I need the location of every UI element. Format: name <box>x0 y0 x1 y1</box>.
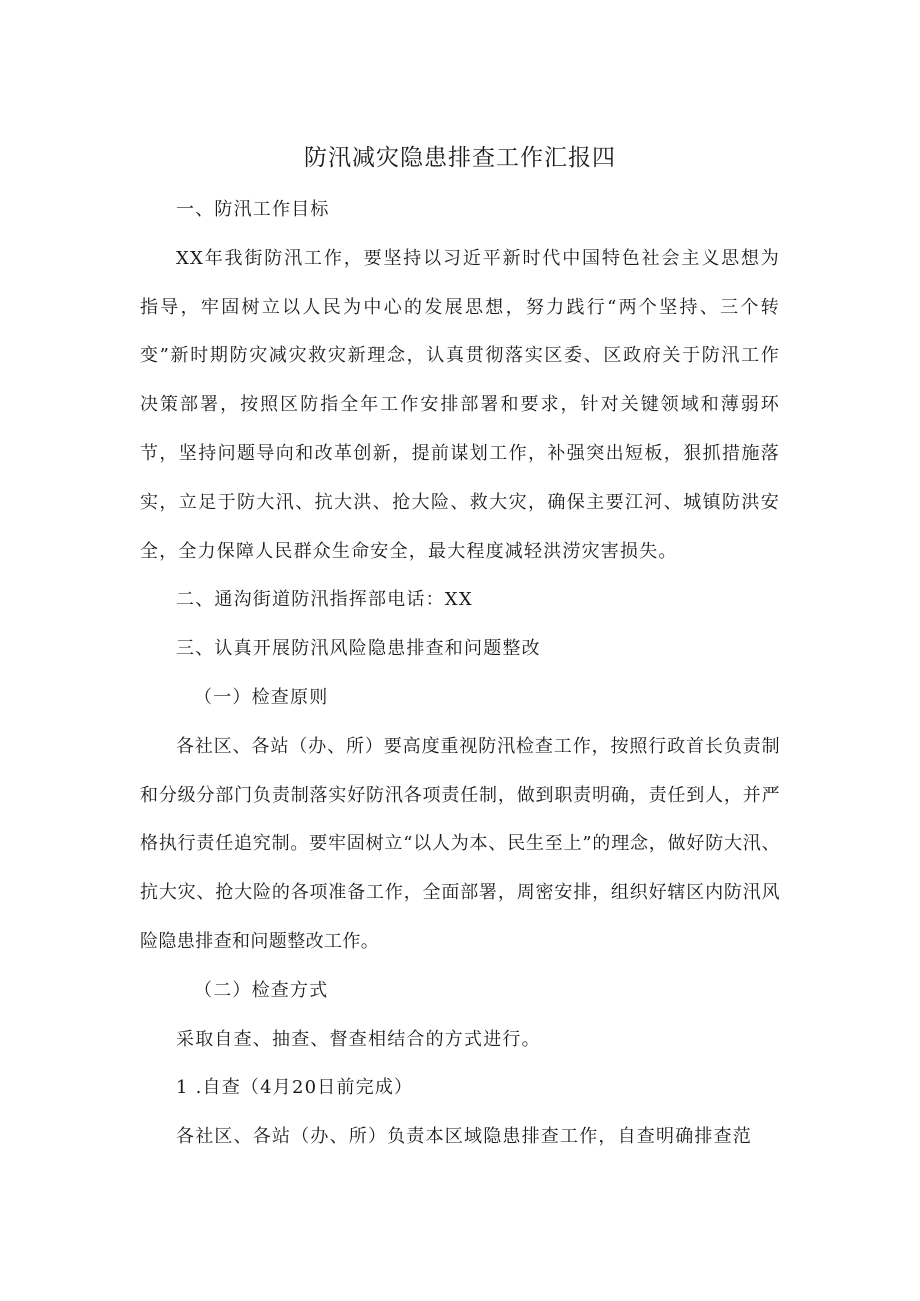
document-title: 防汛减灾隐患排查工作汇报四 <box>304 145 616 171</box>
section-heading-phone: 二、通沟街道防汛指挥部电话：XX <box>176 589 473 611</box>
list-item-self-check: 1 .自查（4月20日前完成） <box>176 1077 414 1099</box>
paragraph-self-check: 各社区、各站（办、所）负责本区域隐患排查工作，自查明确排查范 <box>176 1126 752 1148</box>
paragraph-goal: XX年我街防汛工作，要坚持以习近平新时代中国特色社会主义思想为指导，牢固树立以人民为中心的发展思想，努力践行“两个坚持、三个转变”新时期防灾减灾救灾新理念，认真贯彻落实区委、区政府关于防汛工作决策部署，按照区防指全年工作安排部署和要求，针对关键领域和薄弱环节，坚持问题导向和改革创新，提前谋划工作，补强突出短板，狠抓措施落实，立足于防大汛、抗大洪、抢大险、救大灾，确保主要江河、城镇防洪安全，全力保障人民群众生命安全，最大程度减轻洪涝灾害损失。 <box>140 247 780 562</box>
paragraph-method: 采取自查、抽查、督查相结合的方式进行。 <box>176 1028 541 1050</box>
document-body <box>140 186 780 1162</box>
subheading-principle: （一）检查原则 <box>194 686 329 708</box>
section-heading-goal: 一、防汛工作目标 <box>176 199 330 220</box>
paragraph-principle: 各社区、各站（办、所）要高度重视防汛检查工作，按照行政首长负责制和分级分部门负责制落实好防汛各项责任制，做到职责明确，责任到人，并严格执行责任追究制。要牢固树立“以人为本、民生至上”的理念，做好防大汛、抗大灾、抢大险的各项准备工作，全面部署，周密安排，组织好辖区内防汛风险隐患排查和问题整改工作。 <box>140 735 780 952</box>
subheading-method: （二）检查方式 <box>194 979 329 1001</box>
section-heading-inspection: 三、认真开展防汛风险隐患排查和问题整改 <box>176 638 541 660</box>
